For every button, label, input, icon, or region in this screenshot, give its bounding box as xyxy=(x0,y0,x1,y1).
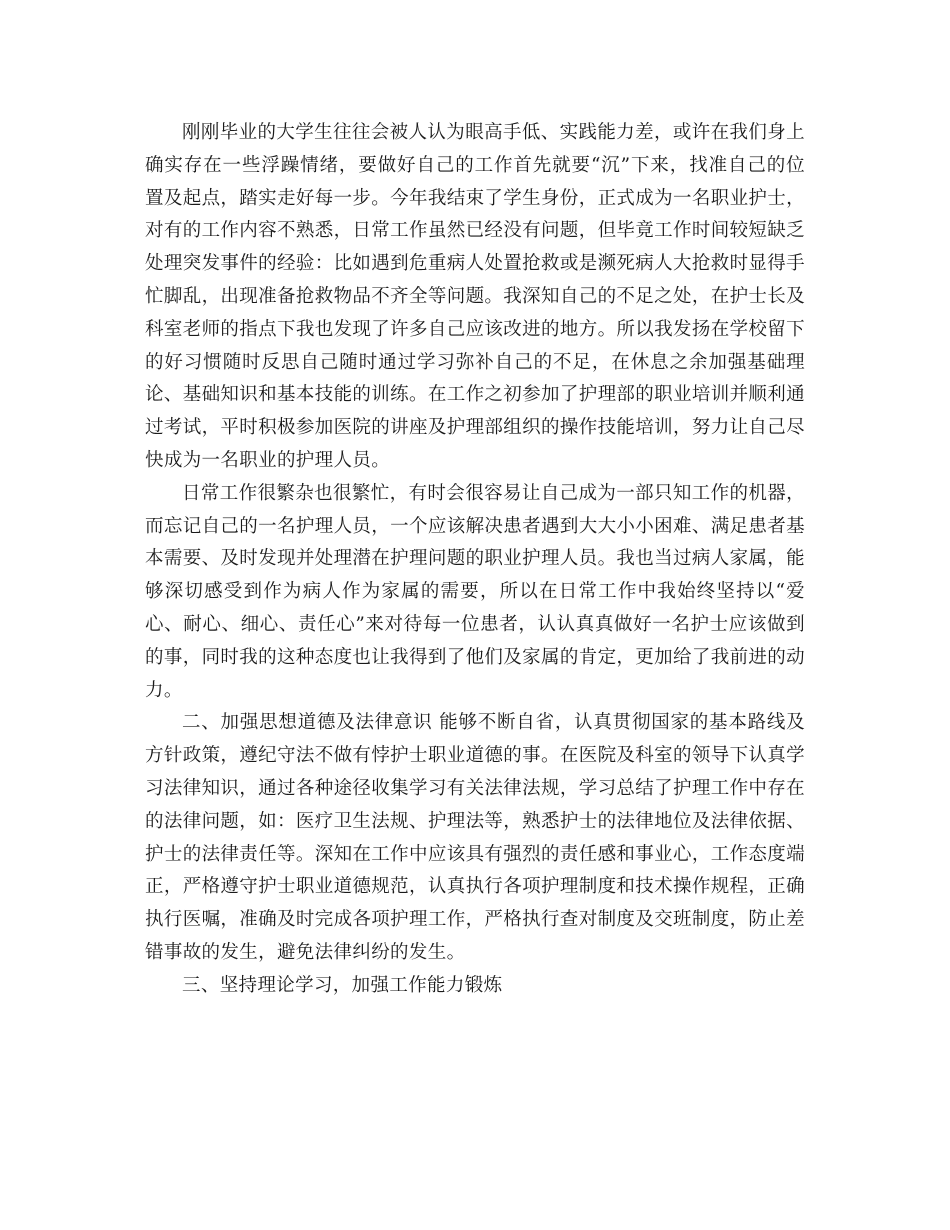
paragraph-3: 二、加强思想道德及法律意识 能够不断自省，认真贯彻国家的基本路线及方针政策，遵纪守法不做有悖护士职业道德的事。在医院及科室的领导下认真学习法律知识，通过各种途径收集学习有关法律法规，学习总结了护理工作中存在的法律问题，如：医疗卫生法规、护理法等，熟悉护士的法律地位及法律依据、护士的法律责任等。深知在工作中应该具有强烈的责任感和事业心，工作态度端正，严格遵守护士职业道德规范，认真执行各项护理制度和技术操作规程，正确执行医嘱，准确及时完成各项护理工作，严格执行查对制度及交班制度，防止差错事故的发生，避免法律纠纷的发生。 xyxy=(145,712,805,963)
paragraph-1: 刚刚毕业的大学生往往会被人认为眼高手低、实践能力差，或许在我们身上确实存在一些浮躁情绪，要做好自己的工作首先就要“沉”下来，找准自己的位置及起点，踏实走好每一步。今年我结束了学生身份，正式成为一名职业护士，对有的工作内容不熟悉，日常工作虽然已经没有问题，但毕竟工作时间较短缺乏处理突发事件的经验：比如遇到危重病人处置抢救或是濒死病人大抢救时显得手忙脚乱，出现准备抢救物品不齐全等问题。我深知自己的不足之处，在护士长及科室老师的指点下我也发现了许多自己应该改进的地方。所以我发扬在学校留下的好习惯随时反思自己随时通过学习弥补自己的不足，在休息之余加强基础理论、基础知识和基本技能的训练。在工作之初参加了护理部的职业培训并顺利通过考试，平时积极参加医院的讲座及护理部组织的操作技能培训，努力让自己尽快成为一名职业的护理人员。 xyxy=(145,122,805,471)
paragraph-4-heading: 三、坚持理论学习，加强工作能力锻炼 xyxy=(182,974,503,996)
document-body xyxy=(145,117,805,1003)
paragraph-2: 日常工作很繁杂也很繁忙，有时会很容易让自己成为一部只知工作的机器，而忘记自己的一名护理人员，一个应该解决患者遇到大大小小困难、满足患者基本需要、及时发现并处理潜在护理问题的职业护理人员。我也当过病人家属，能够深切感受到作为病人作为家属的需要，所以在日常工作中我始终坚持以“爱心、耐心、细心、责任心”来对待每一位患者，认认真真做好一名护士应该做到的事，同时我的这种态度也让我得到了他们及家属的肯定，更加给了我前进的动力。 xyxy=(145,482,805,701)
